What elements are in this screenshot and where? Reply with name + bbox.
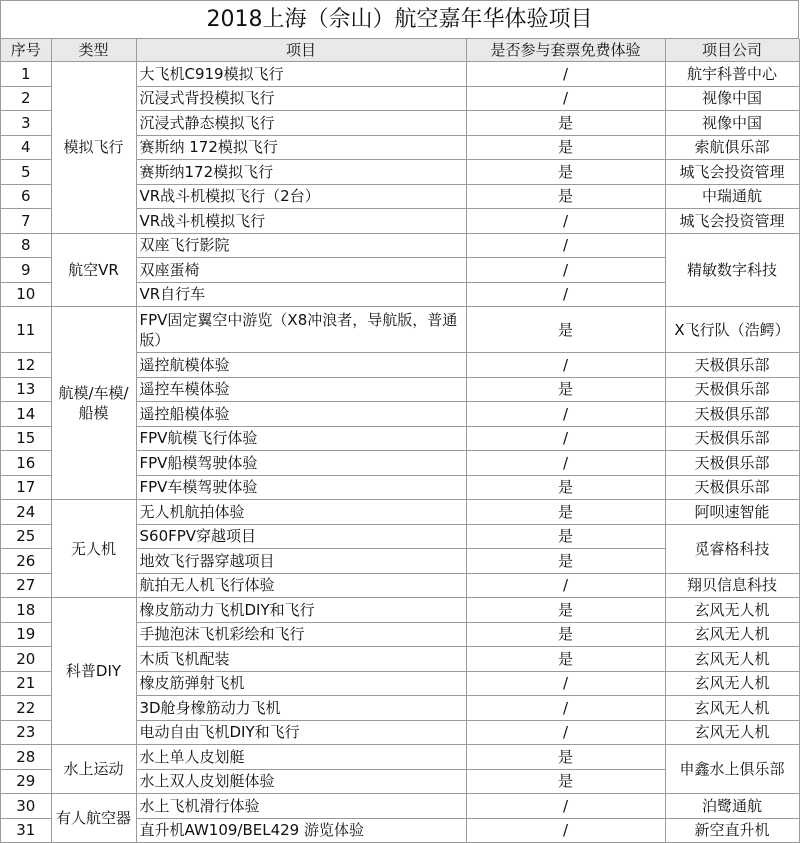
- row-number: 23: [1, 720, 51, 745]
- free-cell: 是: [466, 647, 665, 672]
- row-number: 16: [1, 451, 51, 476]
- row-number: 7: [1, 209, 51, 234]
- table-row: [1, 500, 799, 525]
- company-cell: 视像中国: [665, 111, 799, 136]
- item-cell: 遥控车模体验: [136, 377, 466, 402]
- item-cell: 双座蛋椅: [136, 258, 466, 283]
- type-cell: 模拟飞行: [51, 62, 136, 234]
- free-cell: 是: [466, 184, 665, 209]
- type-cell: 水上运动: [51, 745, 136, 794]
- item-cell: FPV固定翼空中游览（X8冲浪者，导航版，普通版）: [136, 307, 466, 353]
- company-cell: 玄风无人机: [665, 696, 799, 721]
- free-cell: 是: [466, 500, 665, 525]
- item-cell: 水上单人皮划艇: [136, 745, 466, 770]
- header-type: 类型: [51, 39, 136, 62]
- company-cell: 天极俱乐部: [665, 451, 799, 476]
- free-cell: /: [466, 573, 665, 598]
- row-number: 26: [1, 549, 51, 574]
- table-row: [1, 233, 799, 258]
- company-cell: 城飞会投资管理: [665, 209, 799, 234]
- free-cell: /: [466, 62, 665, 87]
- free-cell: /: [466, 282, 665, 307]
- row-number: 13: [1, 377, 51, 402]
- item-cell: VR战斗机模拟飞行（2台）: [136, 184, 466, 209]
- company-cell: 玄风无人机: [665, 647, 799, 672]
- type-cell: 无人机: [51, 500, 136, 598]
- company-cell: 天极俱乐部: [665, 426, 799, 451]
- item-cell: S60FPV穿越项目: [136, 524, 466, 549]
- free-cell: 是: [466, 377, 665, 402]
- company-cell: 天极俱乐部: [665, 402, 799, 427]
- item-cell: 3D舱身橡筋动力飞机: [136, 696, 466, 721]
- row-number: 19: [1, 622, 51, 647]
- table-row: [1, 62, 799, 87]
- company-cell: 视像中国: [665, 86, 799, 111]
- company-cell: 城飞会投资管理: [665, 160, 799, 185]
- row-number: 18: [1, 598, 51, 623]
- item-cell: VR战斗机模拟飞行: [136, 209, 466, 234]
- free-cell: 是: [466, 475, 665, 500]
- row-number: 29: [1, 769, 51, 794]
- item-cell: FPV车模驾驶体验: [136, 475, 466, 500]
- item-cell: 遥控航模体验: [136, 353, 466, 378]
- row-number: 2: [1, 86, 51, 111]
- row-number: 1: [1, 62, 51, 87]
- row-number: 10: [1, 282, 51, 307]
- row-number: 3: [1, 111, 51, 136]
- company-cell: 翔贝信息科技: [665, 573, 799, 598]
- item-cell: 地效飞行器穿越项目: [136, 549, 466, 574]
- row-number: 11: [1, 307, 51, 353]
- free-cell: /: [466, 402, 665, 427]
- company-cell: 天极俱乐部: [665, 475, 799, 500]
- item-cell: 电动自由飞机DIY和飞行: [136, 720, 466, 745]
- free-cell: 是: [466, 524, 665, 549]
- free-cell: /: [466, 720, 665, 745]
- free-cell: /: [466, 86, 665, 111]
- row-number: 30: [1, 794, 51, 819]
- free-cell: 是: [466, 307, 665, 353]
- item-cell: 大飞机C919模拟飞行: [136, 62, 466, 87]
- item-cell: VR自行车: [136, 282, 466, 307]
- item-cell: 双座飞行影院: [136, 233, 466, 258]
- company-cell: 天极俱乐部: [665, 353, 799, 378]
- company-cell: 申鑫水上俱乐部: [665, 745, 799, 794]
- free-cell: 是: [466, 598, 665, 623]
- item-cell: 无人机航拍体验: [136, 500, 466, 525]
- company-cell: 玄风无人机: [665, 598, 799, 623]
- company-cell: 新空直升机: [665, 818, 799, 843]
- row-number: 21: [1, 671, 51, 696]
- header-free: 是否参与套票免费体验: [466, 39, 665, 62]
- item-cell: 直升机AW109/BEL429 游览体验: [136, 818, 466, 843]
- free-cell: 是: [466, 549, 665, 574]
- item-cell: 水上飞机滑行体验: [136, 794, 466, 819]
- experience-table: [1, 39, 800, 843]
- row-number: 20: [1, 647, 51, 672]
- item-cell: 木质飞机配装: [136, 647, 466, 672]
- free-cell: /: [466, 258, 665, 283]
- company-cell: 精敏数字科技: [665, 233, 799, 307]
- company-cell: 索航俱乐部: [665, 135, 799, 160]
- item-cell: 遥控船模体验: [136, 402, 466, 427]
- row-number: 27: [1, 573, 51, 598]
- row-number: 6: [1, 184, 51, 209]
- row-number: 25: [1, 524, 51, 549]
- item-cell: FPV航模飞行体验: [136, 426, 466, 451]
- company-cell: 玄风无人机: [665, 671, 799, 696]
- row-number: 5: [1, 160, 51, 185]
- free-cell: 是: [466, 622, 665, 647]
- free-cell: 是: [466, 160, 665, 185]
- row-number: 31: [1, 818, 51, 843]
- table-row: [1, 598, 799, 623]
- item-cell: 沉浸式静态模拟飞行: [136, 111, 466, 136]
- company-cell: X飞行队（浩鳄）: [665, 307, 799, 353]
- free-cell: /: [466, 233, 665, 258]
- type-cell: 航模/车模/船模: [51, 307, 136, 500]
- free-cell: 是: [466, 769, 665, 794]
- table-row: [1, 745, 799, 770]
- header-company: 项目公司: [665, 39, 799, 62]
- free-cell: 是: [466, 745, 665, 770]
- company-cell: 觅睿格科技: [665, 524, 799, 573]
- item-cell: 水上双人皮划艇体验: [136, 769, 466, 794]
- free-cell: /: [466, 671, 665, 696]
- item-cell: 航拍无人机飞行体验: [136, 573, 466, 598]
- row-number: 12: [1, 353, 51, 378]
- type-cell: 航空VR: [51, 233, 136, 307]
- free-cell: 是: [466, 111, 665, 136]
- item-cell: 手抛泡沫飞机彩绘和飞行: [136, 622, 466, 647]
- company-cell: 中瑞通航: [665, 184, 799, 209]
- row-number: 22: [1, 696, 51, 721]
- item-cell: 赛斯纳172模拟飞行: [136, 160, 466, 185]
- free-cell: /: [466, 818, 665, 843]
- company-cell: 玄风无人机: [665, 622, 799, 647]
- item-cell: 赛斯纳 172模拟飞行: [136, 135, 466, 160]
- header-no: 序号: [1, 39, 51, 62]
- row-number: 28: [1, 745, 51, 770]
- free-cell: /: [466, 794, 665, 819]
- header-item: 项目: [136, 39, 466, 62]
- item-cell: 橡皮筋动力飞机DIY和飞行: [136, 598, 466, 623]
- item-cell: 橡皮筋弹射飞机: [136, 671, 466, 696]
- item-cell: FPV船模驾驶体验: [136, 451, 466, 476]
- table-row: [1, 307, 799, 353]
- free-cell: 是: [466, 135, 665, 160]
- row-number: 24: [1, 500, 51, 525]
- header-row: [1, 39, 799, 62]
- company-cell: 泊鹭通航: [665, 794, 799, 819]
- row-number: 17: [1, 475, 51, 500]
- row-number: 15: [1, 426, 51, 451]
- free-cell: /: [466, 426, 665, 451]
- row-number: 14: [1, 402, 51, 427]
- type-cell: 有人航空器: [51, 794, 136, 843]
- row-number: 8: [1, 233, 51, 258]
- table-row: [1, 794, 799, 819]
- free-cell: /: [466, 696, 665, 721]
- free-cell: /: [466, 451, 665, 476]
- row-number: 9: [1, 258, 51, 283]
- company-cell: 玄风无人机: [665, 720, 799, 745]
- sheet-title: 2018上海（佘山）航空嘉年华体验项目: [1, 1, 799, 39]
- free-cell: /: [466, 209, 665, 234]
- free-cell: /: [466, 353, 665, 378]
- company-cell: 天极俱乐部: [665, 377, 799, 402]
- item-cell: 沉浸式背投模拟飞行: [136, 86, 466, 111]
- type-cell: 科普DIY: [51, 598, 136, 745]
- company-cell: 航宇科普中心: [665, 62, 799, 87]
- row-number: 4: [1, 135, 51, 160]
- company-cell: 阿呗速智能: [665, 500, 799, 525]
